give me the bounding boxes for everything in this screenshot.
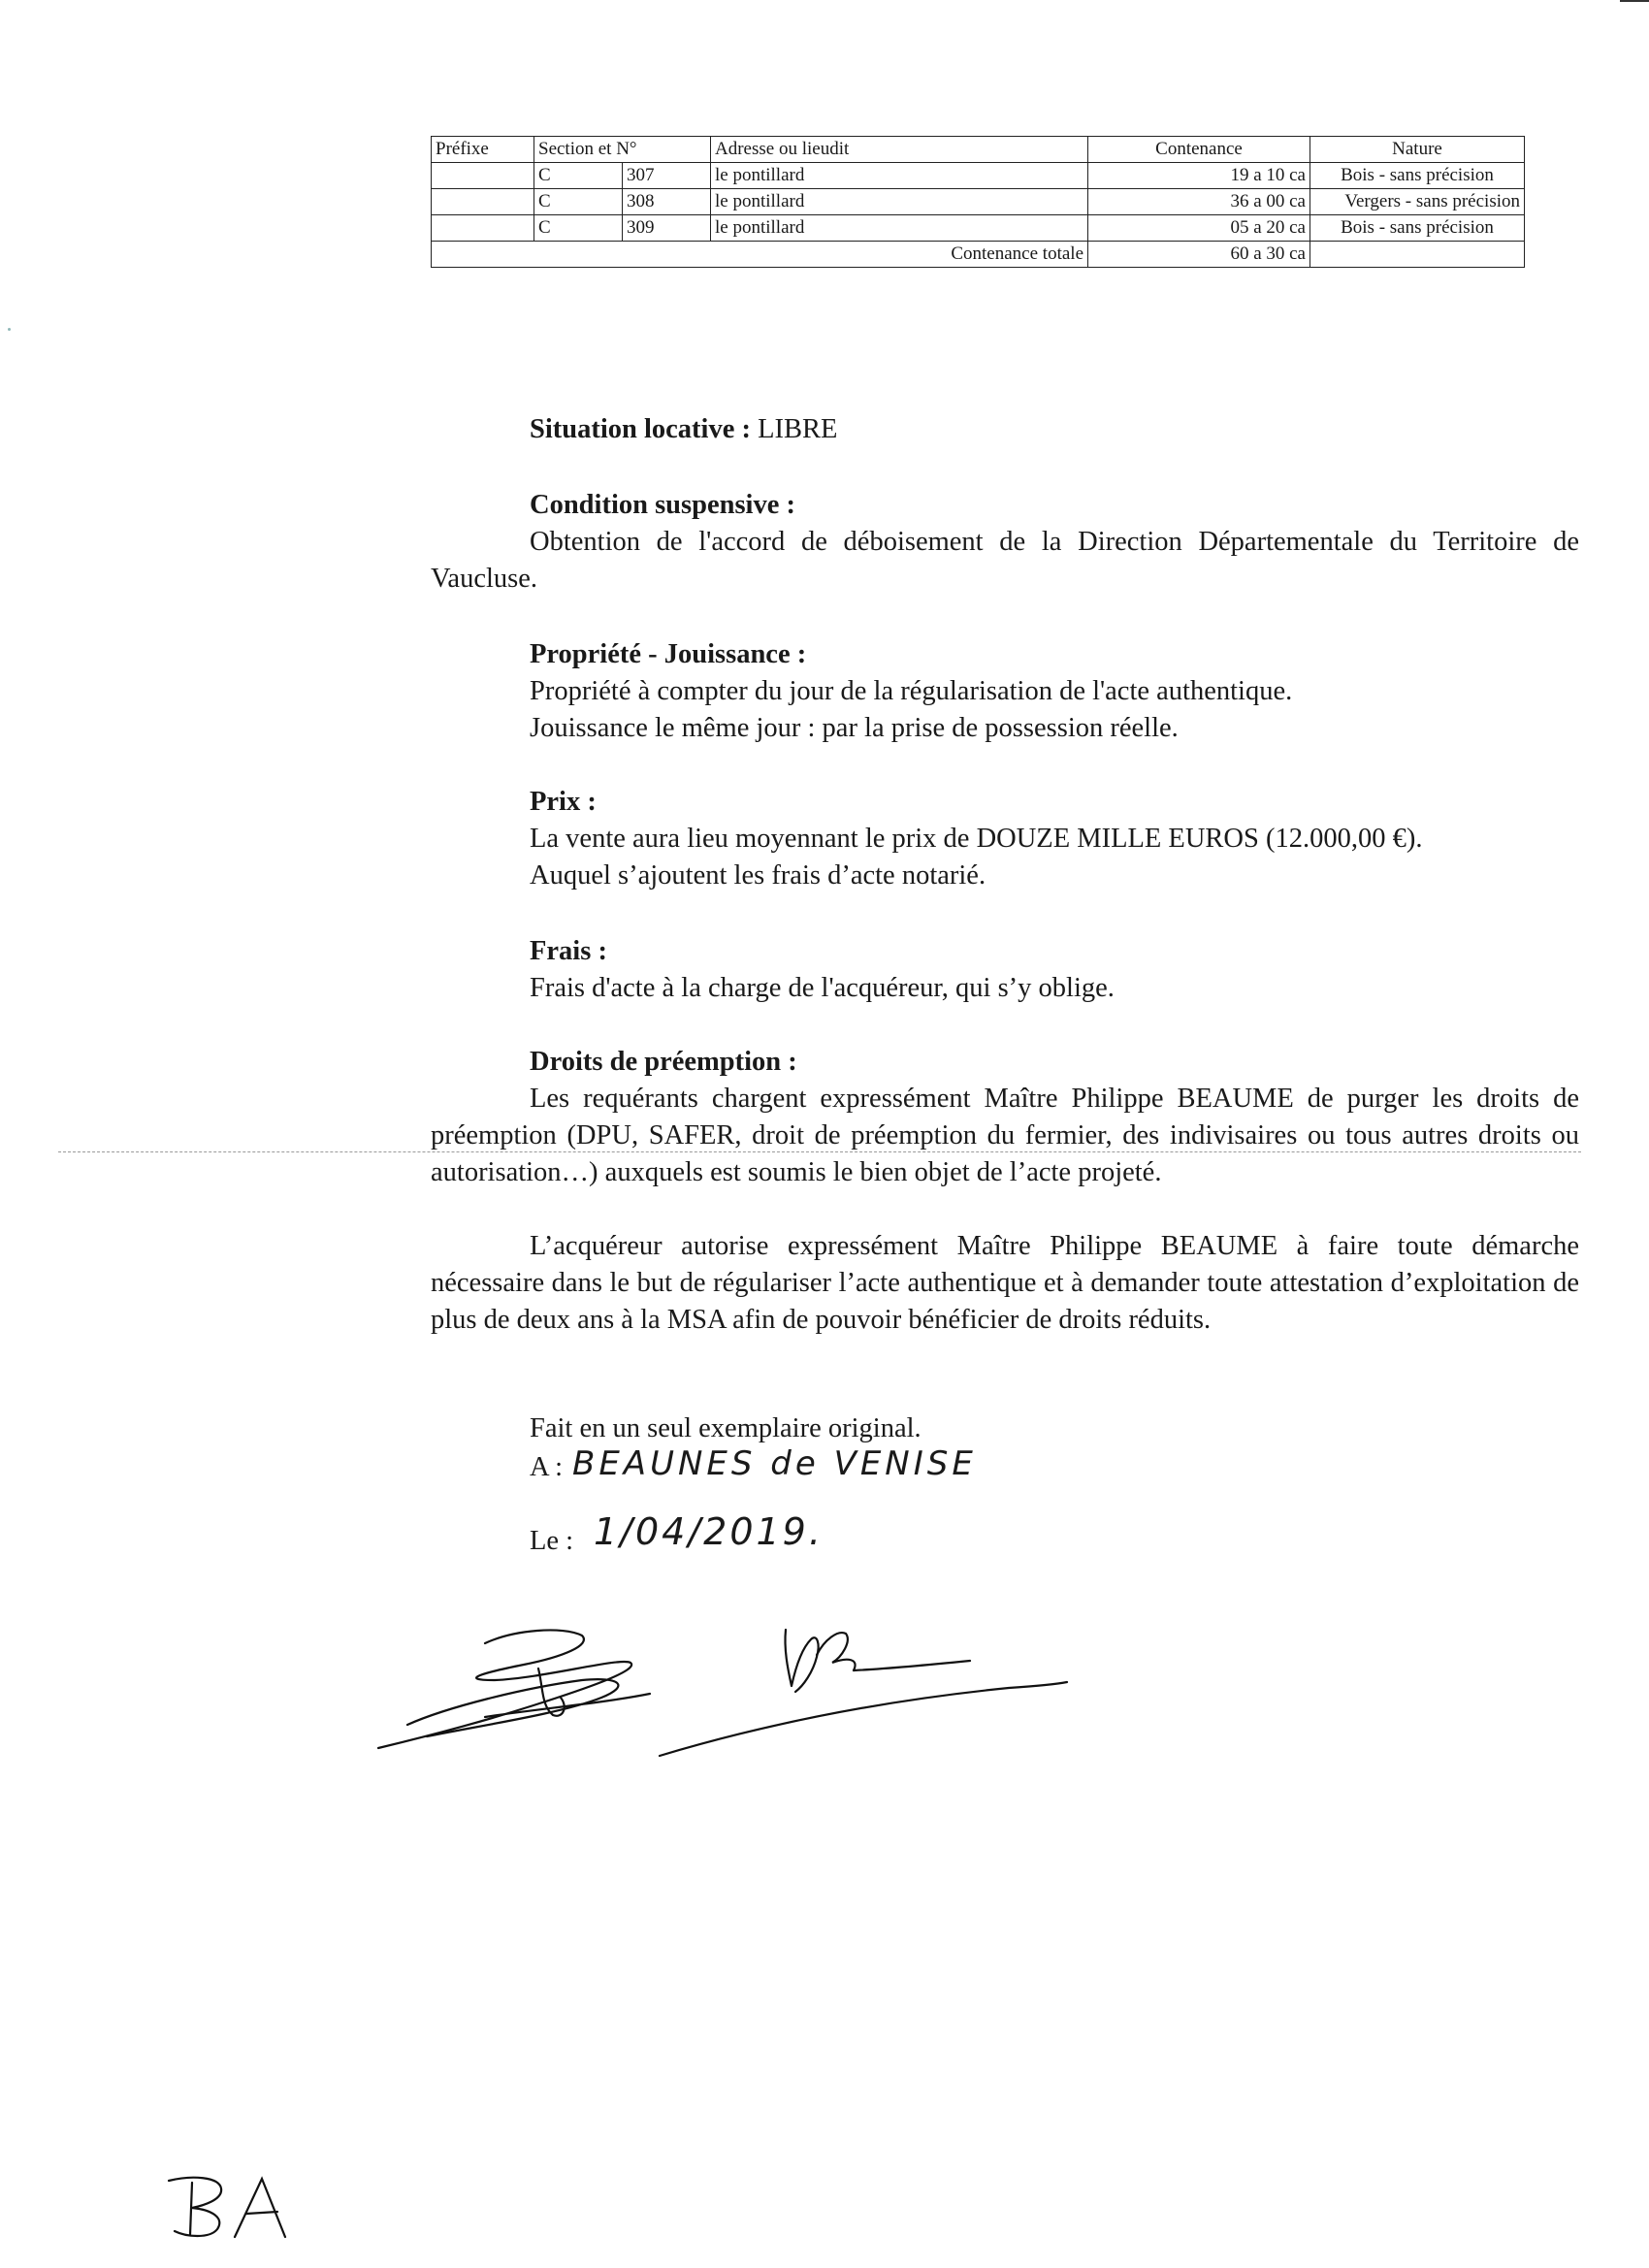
situation-title: Situation locative : [530, 414, 751, 444]
cell-section: C [534, 163, 623, 189]
header-prefixe: Préfixe [432, 137, 534, 163]
initials-stroke [235, 2179, 285, 2237]
scan-corner-mark [1620, 0, 1649, 8]
initials-stroke [169, 2178, 221, 2236]
scan-speck [8, 328, 11, 331]
closing-section [431, 1410, 1579, 1447]
cell-numero: 309 [623, 215, 711, 242]
signature-stroke [378, 1630, 631, 1748]
prix-line1: La vente aura lieu moyennant le prix de DOUZE MILLE EUROS (12.000,00 €). [530, 824, 1423, 854]
initials-stroke [190, 2183, 192, 2235]
situation-section [431, 411, 1579, 448]
condition-text: Obtention de l'accord de déboisement de la Direction Départementale du Territoire de Vaucluse. [431, 527, 1579, 594]
lieu-handwritten: BEAUNES de VENISE [572, 1444, 977, 1483]
date-handwritten: 1/04/2019. [594, 1510, 824, 1553]
propriete-line2: Jouissance le même jour : par la prise de possession réelle. [530, 713, 1179, 743]
cell-contenance: 19 a 10 ca [1088, 163, 1310, 189]
propriete-line1: Propriété à compter du jour de la régularisation de l'acte authentique. [530, 676, 1293, 706]
prix-title: Prix : [530, 787, 597, 817]
cell-prefixe [432, 215, 534, 242]
cell-nature: Bois - sans précision [1310, 163, 1525, 189]
cell-contenance: 05 a 20 ca [1088, 215, 1310, 242]
header-contenance: Contenance [1088, 137, 1310, 163]
droits-para2: L’acquéreur autorise expressément Maître Philippe BEAUME à faire toute démarche nécessaire dans le but de régulariser l’acte authentique et à demander toute attestation d’exploitation de plus de deux ans à la MSA afin de pouvoir bénéficier de droits réduits. [431, 1231, 1579, 1335]
droits-para1: Les requérants chargent expressément Maître Philippe BEAUME de purger les droits de préemption (DPU, SAFER, droit de préemption du fermier, des indivisaires ou tous autres droits ou autorisation…) auxquels est soumis le bien objet de l’acte projeté. [431, 1084, 1579, 1187]
signature-graphic [369, 1601, 1067, 1775]
lieu-label: A : [530, 1452, 564, 1482]
table-header-row [432, 137, 1525, 163]
condition-title: Condition suspensive : [530, 490, 795, 520]
fait-text: Fait en un seul exemplaire original. [530, 1413, 922, 1443]
header-adresse: Adresse ou lieudit [711, 137, 1088, 163]
cell-adresse: le pontillard [711, 163, 1088, 189]
droits-title: Droits de préemption : [530, 1047, 797, 1077]
signature-stroke [817, 1633, 856, 1670]
date-label: Le : [530, 1526, 574, 1556]
cell-section: C [534, 215, 623, 242]
cell-prefixe [432, 189, 534, 215]
header-section: Section et N° [534, 137, 711, 163]
propriete-section [431, 636, 1579, 747]
table-total-row [432, 242, 1525, 268]
droits-section [431, 1044, 1579, 1339]
date-line [431, 1510, 1579, 1560]
cell-nature: Vergers - sans précision [1310, 189, 1525, 215]
cell-contenance: 36 a 00 ca [1088, 189, 1310, 215]
table-row [432, 189, 1525, 215]
frais-title: Frais : [530, 936, 607, 966]
cell-adresse: le pontillard [711, 215, 1088, 242]
table-row [432, 215, 1525, 242]
cell-adresse: le pontillard [711, 189, 1088, 215]
situation-value: LIBRE [758, 414, 838, 444]
propriete-title: Propriété - Jouissance : [530, 639, 807, 669]
scan-line [58, 1151, 1581, 1152]
prix-line2: Auquel s’ajoutent les frais d’acte notarié. [530, 860, 986, 891]
parcel-table [431, 136, 1525, 268]
total-value: 60 a 30 ca [1088, 242, 1310, 268]
cell-numero: 307 [623, 163, 711, 189]
total-label: Contenance totale [432, 242, 1088, 268]
cell-nature: Bois - sans précision [1310, 215, 1525, 242]
cell-section: C [534, 189, 623, 215]
lieu-line [431, 1444, 1579, 1486]
header-nature: Nature [1310, 137, 1525, 163]
signature-stroke [485, 1694, 650, 1717]
cell-numero: 308 [623, 189, 711, 215]
initials-graphic [163, 2169, 299, 2247]
table-row [432, 163, 1525, 189]
signature-stroke [785, 1630, 818, 1692]
signature-stroke [660, 1682, 1067, 1756]
signature-stroke [854, 1661, 970, 1670]
prix-section [431, 784, 1579, 894]
frais-text: Frais d'acte à la charge de l'acquéreur, qui s’y oblige. [530, 973, 1115, 1003]
cell-prefixe [432, 163, 534, 189]
total-empty [1310, 242, 1525, 268]
condition-section [431, 487, 1579, 598]
frais-section [431, 933, 1579, 1007]
